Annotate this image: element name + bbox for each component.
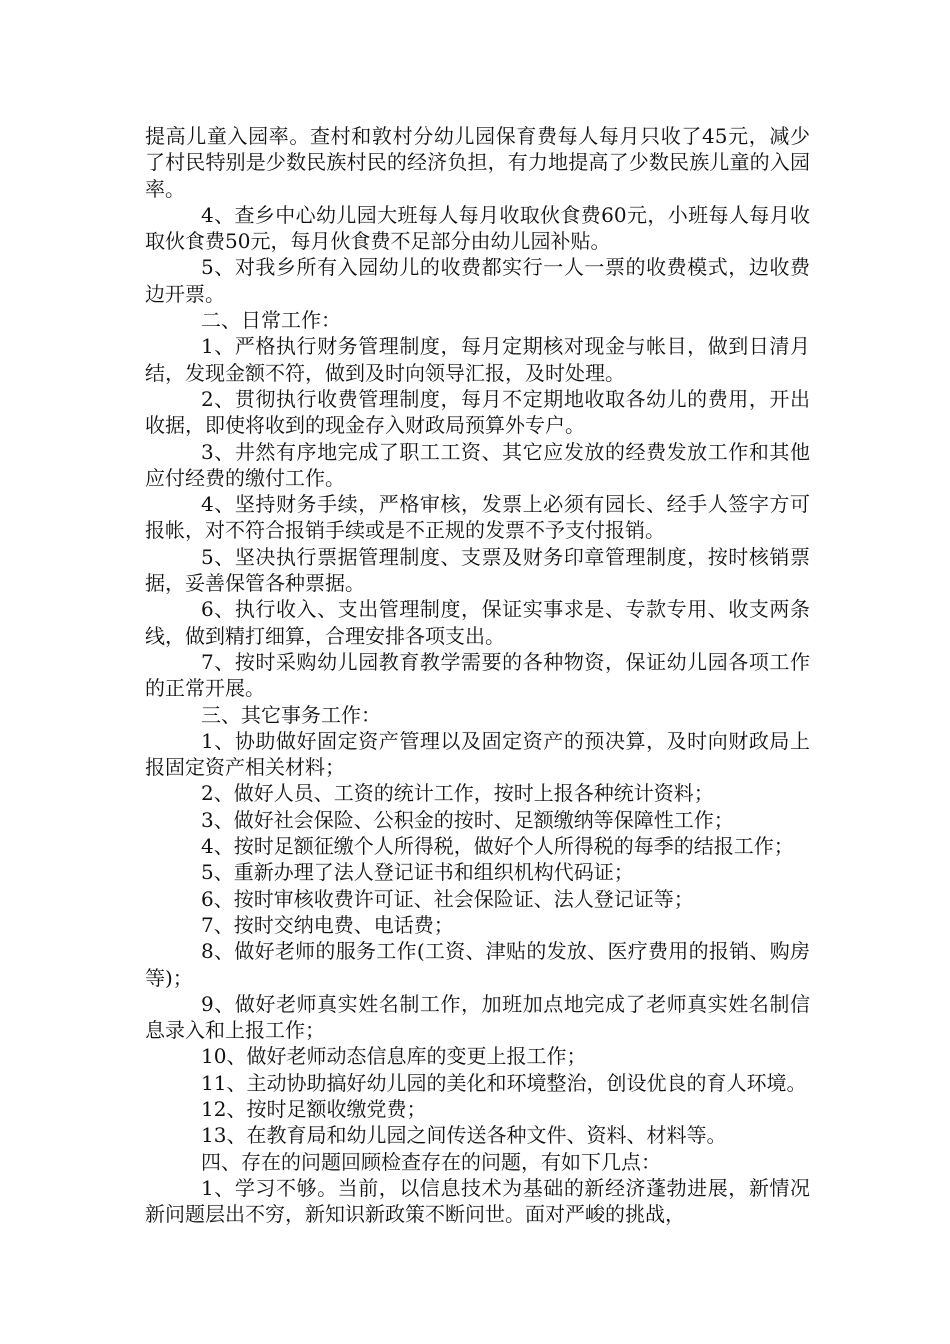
paragraph: 5、重新办理了法人登记证书和组织机构代码证； (201, 860, 634, 885)
paragraph: 2、做好人员、工资的统计工作，按时上报各种统计资料； (201, 781, 714, 806)
paragraph: 1、协助做好固定资产管理以及固定资产的预决算，及时向财政局上报固定资产相关材料； (145, 728, 810, 780)
paragraph: 4、按时足额征缴个人所得税，做好个人所得税的每季的结报工作； (201, 834, 794, 859)
paragraph: 2、贯彻执行收费管理制度，每月不定期地收取各幼儿的费用，开出收据，即使将收到的现金存入财政局预算外专户。 (145, 386, 810, 438)
paragraph: 12、按时足额收缴党费； (201, 1096, 427, 1121)
paragraph: 13、在教育局和幼儿园之间传送各种文件、资料、材料等。 (201, 1123, 727, 1148)
paragraph: 6、执行收入、支出管理制度，保证实事求是、专款专用、收支两条线，做到精打细算，合理安排各项支出。 (145, 597, 810, 648)
paragraph: 5、坚决执行票据管理制度、支票及财务印章管理制度，按时核销票据，妥善保管各种票据。 (145, 544, 810, 596)
paragraph: 提高儿童入园率。查村和敦村分幼儿园保育费每人每月只收了45元，减少了村民特别是少数民族村民的经济负担，有力地提高了少数民族儿童的入园率。 (145, 124, 810, 201)
paragraph: 4、坚持财务手续，严格审核，发票上必须有园长、经手人签字方可报帐，对不符合报销手续或是不正规的发票不予支付报销。 (145, 492, 810, 543)
paragraph: 1、学习不够。当前，以信息技术为基础的新经济蓬勃进展，新情况新问题层出不穷，新知识新政策不断问世。面对严峻的挑战， (145, 1175, 810, 1227)
paragraph: 4、查乡中心幼儿园大班每人每月收取伙食费60元，小班每人每月收取伙食费50元，每月伙食费不足部分由幼儿园补贴。 (145, 202, 810, 254)
section-heading: 二、日常工作： (201, 308, 341, 333)
paragraph: 7、按时采购幼儿园教育教学需要的各种物资，保证幼儿园各项工作的正常开展。 (145, 649, 810, 701)
paragraph: 8、做好老师的服务工作(工资、津贴的发放、医疗费用的报销、购房等)； (145, 939, 810, 990)
section-heading: 四、存在的问题回顾检查存在的问题，有如下几点： (201, 1149, 661, 1174)
paragraph: 7、按时交纳电费、电话费； (201, 912, 454, 937)
paragraph: 5、对我乡所有入园幼儿的收费都实行一人一票的收费模式，边收费边开票。 (145, 255, 810, 306)
paragraph: 1、严格执行财务管理制度，每月定期核对现金与帐目，做到日清月结，发现金额不符，做到及时向领导汇报，及时处理。 (145, 334, 810, 385)
document-body (145, 123, 810, 1227)
paragraph: 3、做好社会保险、公积金的按时、足额缴纳等保障性工作； (201, 807, 734, 832)
paragraph: 9、做好老师真实姓名制工作，加班加点地完成了老师真实姓名制信息录入和上报工作； (145, 991, 810, 1043)
paragraph: 10、做好老师动态信息库的变更上报工作； (201, 1044, 587, 1069)
section-heading: 三、其它事务工作： (201, 702, 381, 727)
paragraph: 6、按时审核收费许可证、社会保险证、法人登记证等； (201, 886, 694, 911)
paragraph: 11、主动协助搞好幼儿园的美化和环境整治，创设优良的育人环境。 (201, 1070, 807, 1095)
paragraph: 3、井然有序地完成了职工工资、其它应发放的经费发放工作和其他应付经费的缴付工作。 (145, 439, 810, 490)
